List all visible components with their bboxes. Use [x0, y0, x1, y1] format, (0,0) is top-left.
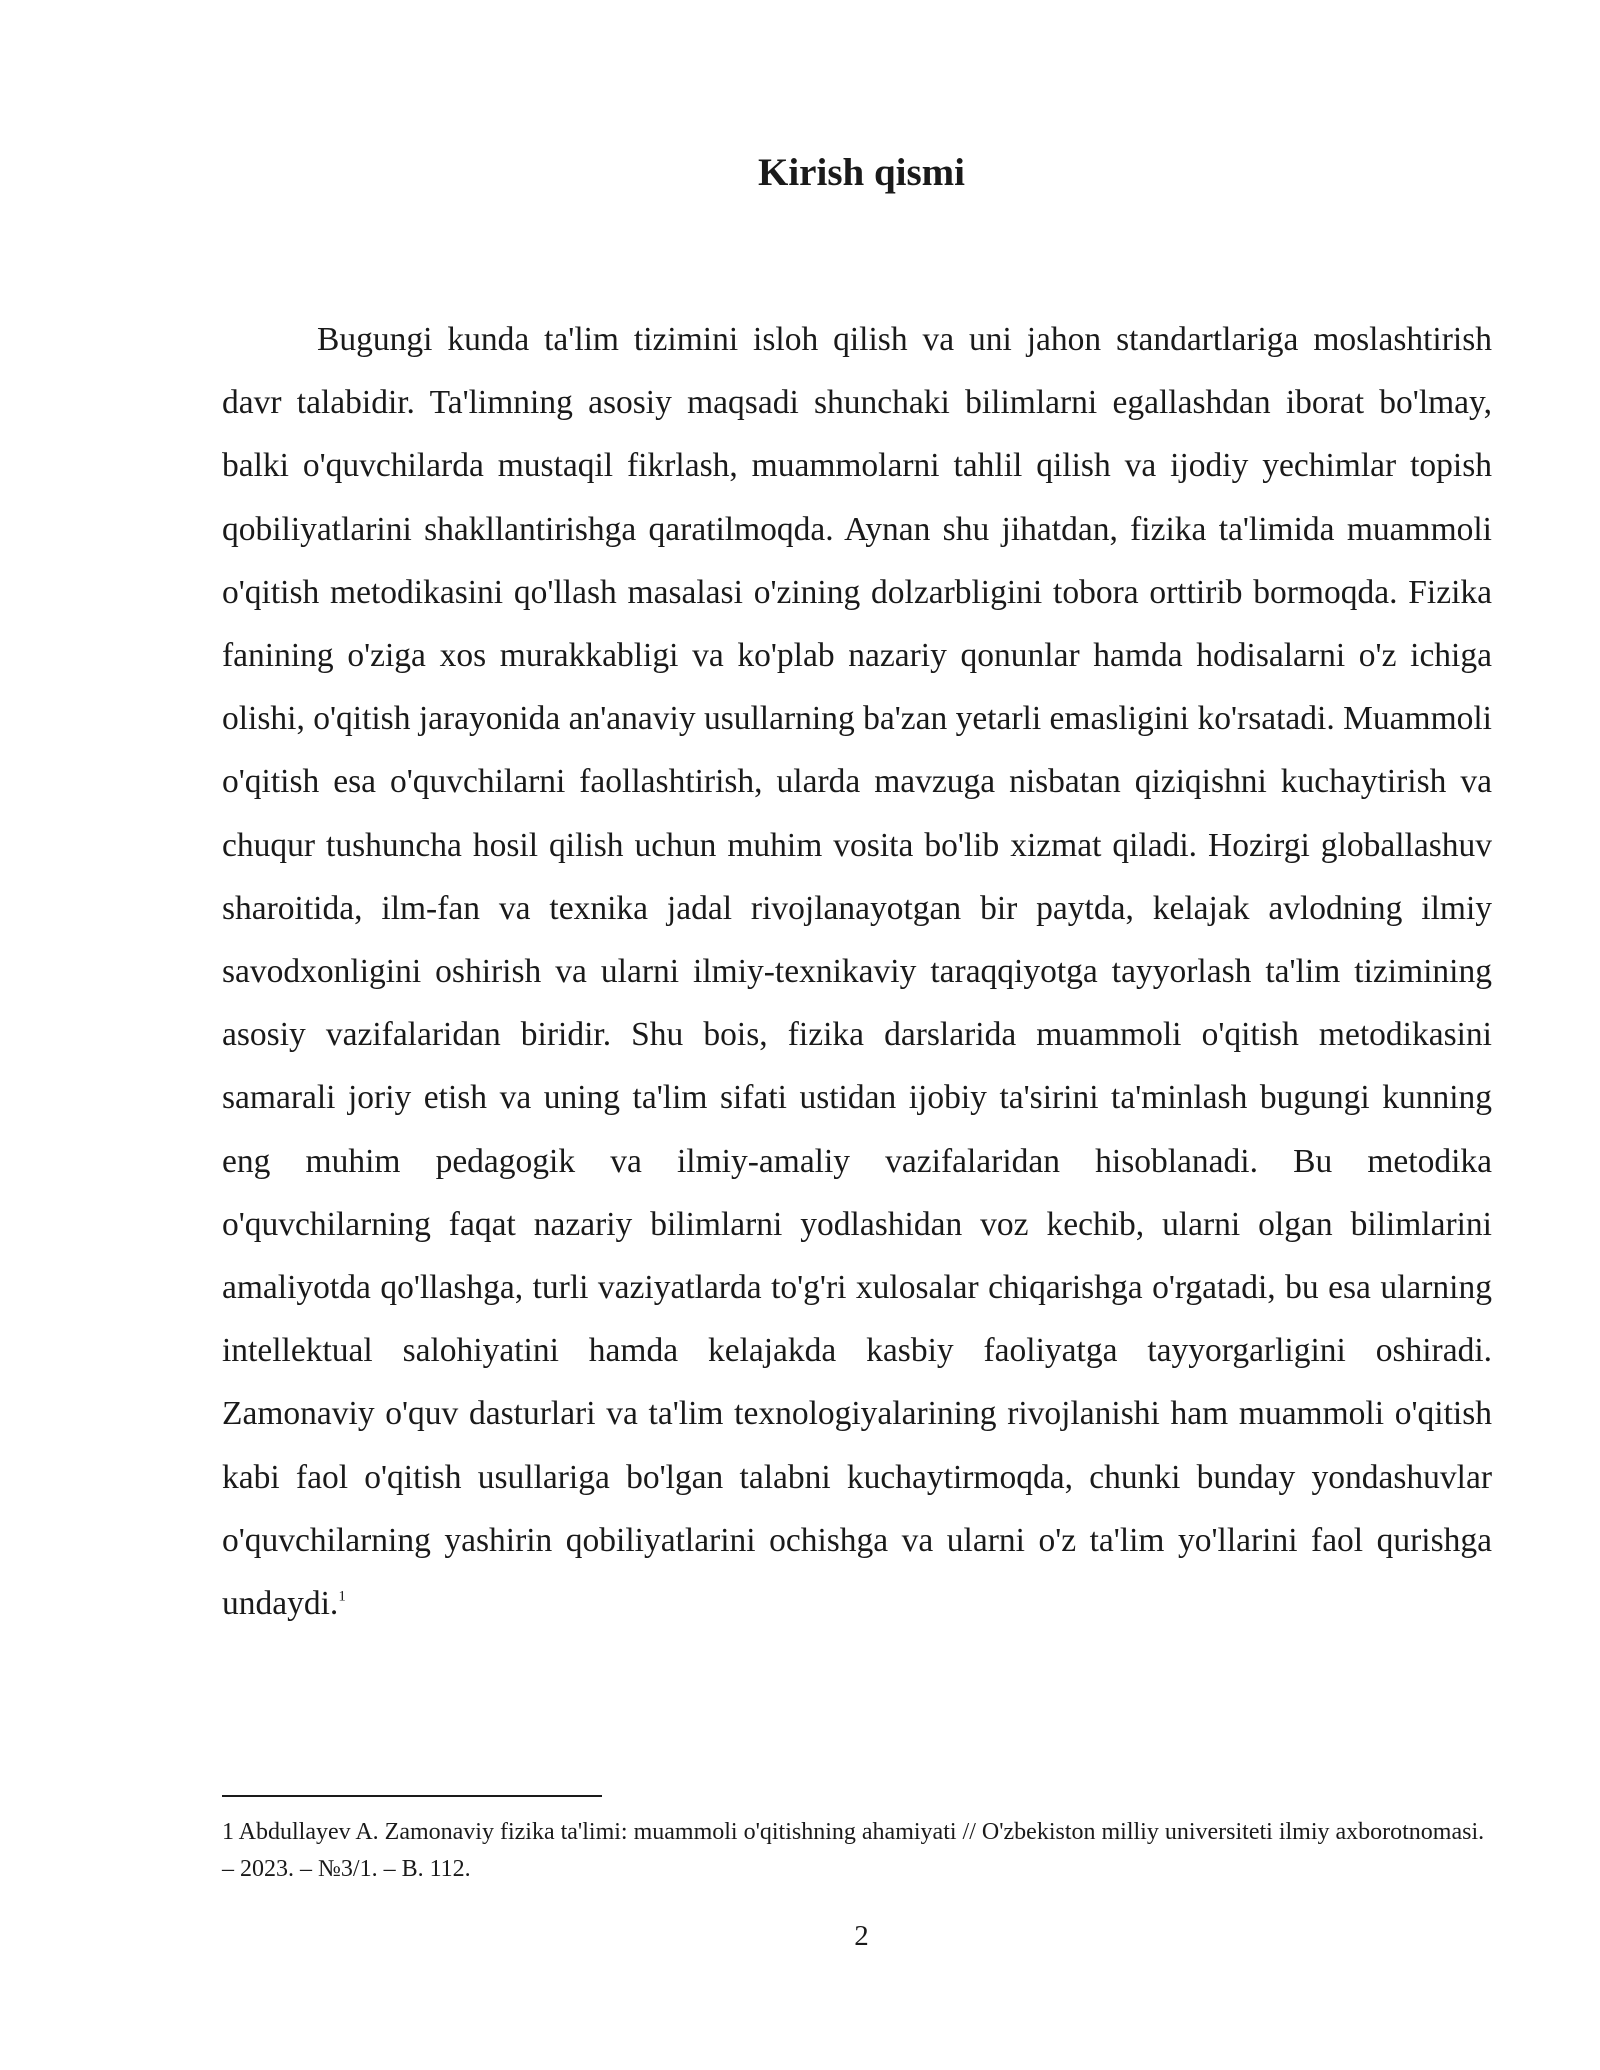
footnote-separator	[222, 1795, 602, 1797]
body-paragraph	[222, 308, 1492, 1635]
footnote: 1 Abdullayev A. Zamonaviy fizika ta'limi: muammoli o'qitishning ahamiyati // O'zbekiston milliy universiteti ilmiy axborotnomasi. – 2023. – №3/1. – B. 112.	[222, 1819, 1485, 1882]
paragraph-text: Bugungi kunda ta'lim tizimini isloh qilish va uni jahon standartlariga moslashtirish davr talabidir. Ta'limning asosiy maqsadi shunchaki bilimlarni egallashdan iborat bo'lmay, balki o'quvchilarda mustaqil fikrlash, muammolarni tahlil qilish va ijodiy yechimlar topish qobiliyatlarini shakllantirishga qaratilmoqda. Aynan shu jihatdan, fizika ta'limida muammoli o'qitish metodikasini qo'llash masalasi o'zining dolzarbligini tobora orttirib bormoqda. Fizika fanining o'ziga xos murakkabligi va ko'plab nazariy qonunlar hamda hodisalarni o'z ichiga olishi, o'qitish jarayonida an'anaviy usullarning ba'zan yetarli emasligini ko'rsatadi. Muammoli o'qitish esa o'quvchilarni faollashtirish, ularda mavzuga nisbatan qiziqishni kuchaytirish va chuqur tushuncha hosil qilish uchun muhim vosita bo'lib xizmat qiladi. Hozirgi globallashuv sharoitida, ilm-fan va texnika jadal rivojlanayotgan bir paytda, kelajak avlodning ilmiy savodxonligini oshirish va ularni ilmiy-texnikaviy taraqqiyotga tayyorlash ta'lim tizimining asosiy vazifalaridan biridir. Shu bois, fizika darslarida muammoli o'qitish metodikasini samarali joriy etish va uning ta'lim sifati ustidan ijobiy ta'sirini ta'minlash bugungi kunning eng muhim pedagogik va ilmiy-amaliy vazifalaridan hisoblanadi. Bu metodika o'quvchilarning faqat nazariy bilimlarni yodlashidan voz kechib, ularni olgan bilimlarini amaliyotda qo'llashga, turli vaziyatlarda to'g'ri xulosalar chiqarishga o'rgatadi, bu esa ularning intellektual salohiyatini hamda kelajakda kasbiy faoliyatga tayyorgarligini oshiradi. Zamonaviy o'quv dasturlari va ta'lim texnologiyalarining rivojlanishi ham muammoli o'qitish kabi faol o'qitish usullariga bo'lgan talabni kuchaytirmoqda, chunki bunday yondashuvlar o'quvchilarning yashirin qobiliyatlarini ochishga va ularni o'z ta'lim yo'llarini faol qurishga undaydi.	[222, 321, 1492, 1623]
footnote-reference: 1	[338, 1588, 346, 1605]
page-number: 2	[854, 1920, 869, 1952]
page-title: Kirish qismi	[758, 151, 965, 194]
